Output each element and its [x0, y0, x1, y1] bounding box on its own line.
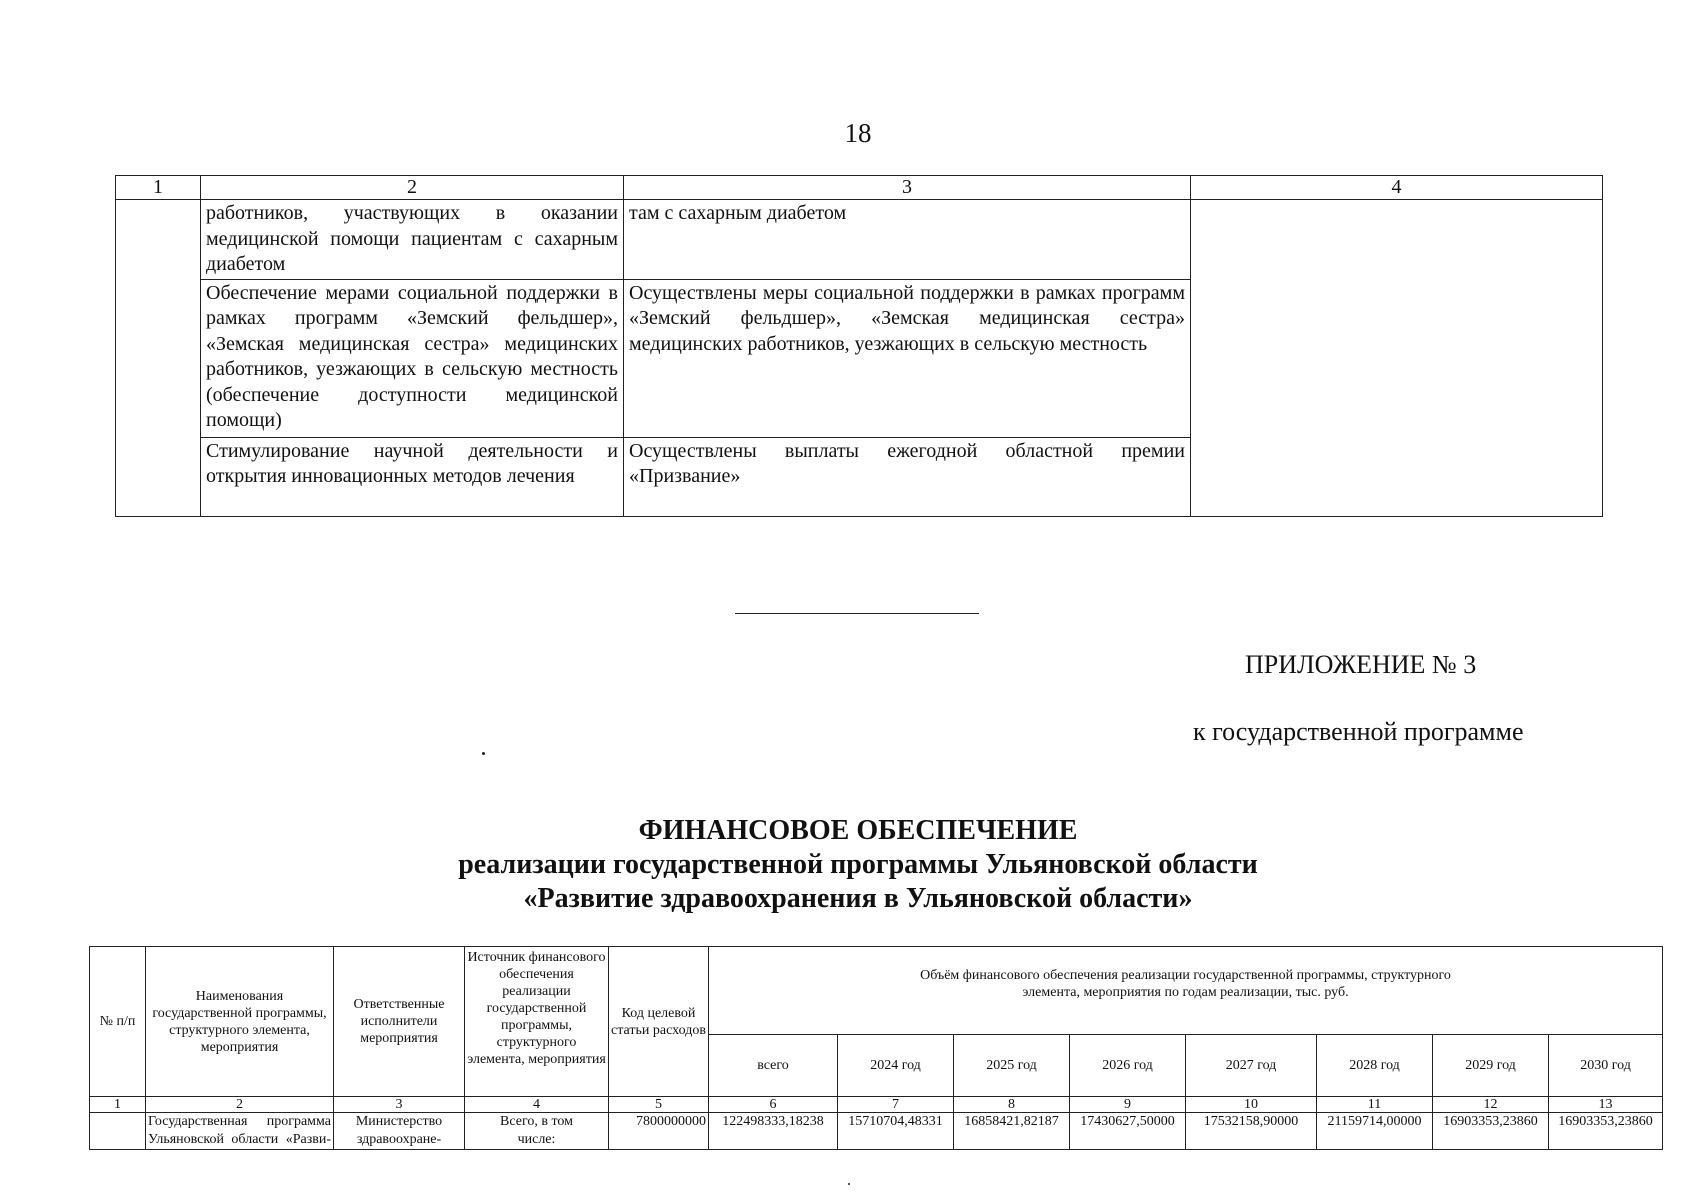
- amount-cell: 122498333,18238: [709, 1113, 838, 1150]
- heading-line-3: «Развитие здравоохранения в Ульяновской области»: [523, 883, 1193, 914]
- amount-cell: 17532158,90000: [1186, 1113, 1317, 1150]
- column-number-1: 1: [116, 176, 201, 200]
- amount-cell: 16903353,23860: [1433, 1113, 1549, 1150]
- continuation-table: [115, 175, 1603, 517]
- amount-cell: 15710704,48331: [838, 1113, 954, 1150]
- amount-cell: 16858421,82187: [954, 1113, 1070, 1150]
- header-year: 2029 год: [1433, 1035, 1549, 1097]
- document-heading: [0, 814, 1696, 916]
- code-cell: 7800000000: [609, 1113, 709, 1150]
- result-cell: там с сахарным диабетом: [624, 200, 1191, 280]
- empty-cell: [116, 200, 201, 517]
- activity-cell: Обеспечение мерами социальной поддержки в рамках программ «Земский фельдшер», «Земская медицинская сестра» медицинских работников, уезжающих в сельскую местность (обеспечение доступности медицинской помощи): [201, 279, 624, 437]
- result-cell: Осуществлены меры социальной поддержки в рамках программ «Земский фельдшер», «Земская медицинская сестра» медицинских работников, уезжающих в сельскую местность: [624, 279, 1191, 437]
- scan-dot: [482, 752, 485, 755]
- column-number: 10: [1186, 1097, 1317, 1113]
- header-name: Наименования государственной программы, структурного элемента, мероприятия: [146, 947, 334, 1097]
- header-code: Код целевой статьи расходов: [609, 947, 709, 1097]
- column-number: 5: [609, 1097, 709, 1113]
- header-year: 2030 год: [1549, 1035, 1663, 1097]
- scan-dot: [848, 1183, 850, 1185]
- header-year: 2027 год: [1186, 1035, 1317, 1097]
- header-volume: Объём финансового обеспечения реализации государственной программы, структурного элемента, мероприятия по годам реализации, тыс. руб.: [709, 947, 1663, 1035]
- column-number: 4: [465, 1097, 609, 1113]
- amount-cell: 21159714,00000: [1317, 1113, 1433, 1150]
- column-number: 9: [1070, 1097, 1186, 1113]
- activity-cell: работников, участвующих в оказании медицинской помощи пациентам с сахарным диабетом: [201, 200, 624, 280]
- table-row: [116, 200, 1603, 280]
- program-name-cell: Государственная программа Ульяновской области «Разви-: [146, 1113, 334, 1150]
- header-executors: Ответственные исполнители мероприятия: [334, 947, 465, 1097]
- heading-line-1: ФИНАНСОВОЕ ОБЕСПЕЧЕНИЕ: [638, 815, 1078, 846]
- table-header-row: [116, 176, 1603, 200]
- header-total: всего: [709, 1035, 838, 1097]
- activity-cell: Стимулирование научной деятельности и открытия инновационных методов лечения: [201, 437, 624, 516]
- column-number-4: 4: [1191, 176, 1603, 200]
- table-header-row: [90, 947, 1663, 1035]
- table-row: [90, 1113, 1663, 1150]
- empty-cell: [1191, 200, 1603, 517]
- source-cell: Всего, в том числе:: [465, 1113, 609, 1150]
- column-numbers-row: [90, 1097, 1663, 1113]
- header-source: Источник финансового обеспечения реализации государственной программы, структурного элемента, мероприятия: [465, 947, 609, 1097]
- header-year: 2024 год: [838, 1035, 954, 1097]
- result-cell: Осуществлены выплаты ежегодной областной премии «Призвание»: [624, 437, 1191, 516]
- column-number: 8: [954, 1097, 1070, 1113]
- column-number: 6: [709, 1097, 838, 1113]
- section-divider: [735, 613, 979, 614]
- amount-cell: 16903353,23860: [1549, 1113, 1663, 1150]
- heading-line-2: реализации государственной программы Ульяновской области: [458, 849, 1258, 880]
- financing-table: [89, 946, 1663, 1150]
- header-number: № п/п: [90, 947, 146, 1097]
- column-number: 2: [146, 1097, 334, 1113]
- executor-cell: Министерство здравоохране-: [334, 1113, 465, 1150]
- page-number: 18: [844, 118, 872, 148]
- amount-cell: 17430627,50000: [1070, 1113, 1186, 1150]
- column-number: 13: [1549, 1097, 1663, 1113]
- column-number: 1: [90, 1097, 146, 1113]
- column-number: 12: [1433, 1097, 1549, 1113]
- column-number: 11: [1317, 1097, 1433, 1113]
- column-number: 3: [334, 1097, 465, 1113]
- appendix-title: ПРИЛОЖЕНИЕ № 3: [1245, 650, 1477, 679]
- column-number: 7: [838, 1097, 954, 1113]
- column-number-3: 3: [624, 176, 1191, 200]
- header-year: 2028 год: [1317, 1035, 1433, 1097]
- column-number-2: 2: [201, 176, 624, 200]
- header-year: 2025 год: [954, 1035, 1070, 1097]
- appendix-subtitle: к государственной программе: [1193, 717, 1524, 746]
- header-year: 2026 год: [1070, 1035, 1186, 1097]
- row-number: [90, 1113, 146, 1150]
